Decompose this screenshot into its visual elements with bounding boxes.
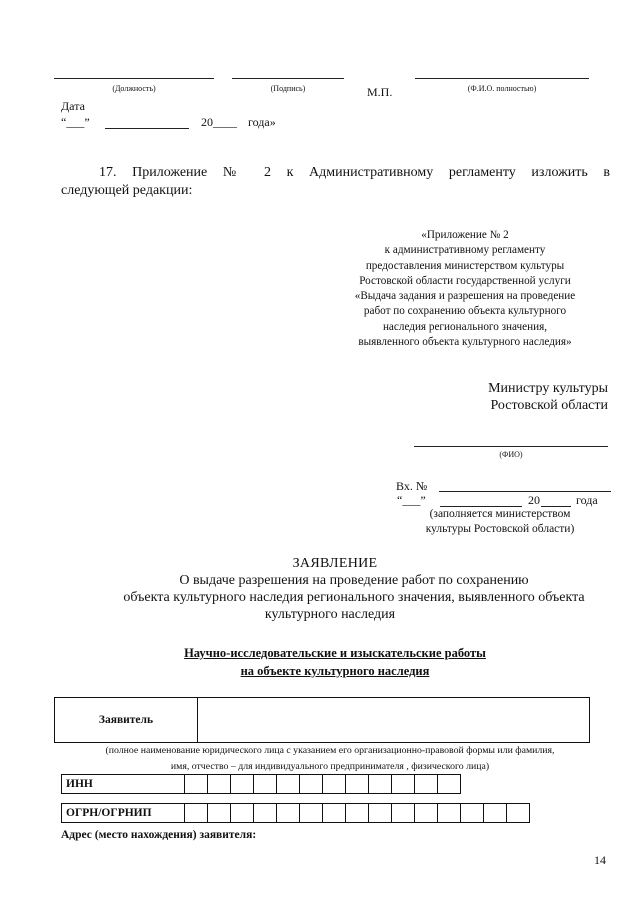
date-month-line <box>105 128 189 129</box>
signature-line <box>232 78 344 79</box>
appendix-line: к административному регламенту <box>384 244 546 257</box>
appendix-line: наследия регионального значения, <box>382 320 548 333</box>
applicant-input-cell[interactable] <box>198 698 590 743</box>
inn-table <box>61 774 461 794</box>
appendix-line: «Приложение № 2 <box>421 229 509 241</box>
date-quote: “___” <box>61 115 90 129</box>
incoming-note-line-1: (заполняется министерством <box>429 508 571 520</box>
inn-digit-cell[interactable] <box>208 775 231 794</box>
inn-digit-cell[interactable] <box>346 775 369 794</box>
applicant-table <box>54 697 590 743</box>
inn-digit-cell[interactable] <box>254 775 277 794</box>
appendix-header <box>330 228 600 350</box>
incoming-year: 20 <box>528 493 540 507</box>
position-line <box>54 78 214 79</box>
appendix-line: Ростовской области государственной услуги <box>359 274 571 287</box>
work-type-line-1: Научно-исследовательские и изыскательские работы <box>184 646 486 660</box>
ogrn-digit-cell[interactable] <box>346 804 369 823</box>
date-label: Дата <box>61 99 85 113</box>
inn-digit-cell[interactable] <box>392 775 415 794</box>
work-type-line-2: на объекте культурного наследия <box>240 664 430 678</box>
address-label: Адрес (место нахождения) заявителя: <box>61 829 257 841</box>
inn-digit-cell[interactable] <box>438 775 461 794</box>
statement-line-2: объекта культурного наследия регионального значения, выявленного объекта <box>123 590 585 605</box>
ogrn-table <box>61 803 530 823</box>
name-line <box>415 78 589 79</box>
addressee-line-1: Министру культуры <box>488 381 608 396</box>
applicant-label: Заявитель <box>98 714 154 726</box>
appendix-line: предоставления министерством культуры <box>365 259 565 272</box>
page-number: 14 <box>594 853 606 867</box>
inn-digit-cell[interactable] <box>277 775 300 794</box>
inn-digit-cell[interactable] <box>185 775 208 794</box>
incoming-quote: “___” <box>397 493 426 507</box>
fio-caption: (ФИО) <box>499 450 523 459</box>
incoming-note-line-2: культуры Ростовской области) <box>425 523 575 535</box>
addressee-line-2: Ростовской области <box>490 398 608 413</box>
date-year: 20____ <box>201 115 237 129</box>
appendix-line: работ по сохранению объекта культурного <box>363 305 567 318</box>
inn-digit-cell[interactable] <box>415 775 438 794</box>
name-caption: (Ф.И.О. полностью) <box>467 84 537 93</box>
applicant-note-line-1: (полное наименование юридического лица с указанием его организационно-правовой формы или фамилия, <box>105 745 555 756</box>
ogrn-digit-cell[interactable] <box>277 804 300 823</box>
statement-title: ЗАЯВЛЕНИЕ <box>292 556 378 571</box>
ogrn-digit-cell[interactable] <box>415 804 438 823</box>
ogrn-digit-cell[interactable] <box>231 804 254 823</box>
stamp-label: М.П. <box>367 85 393 99</box>
appendix-line: «Выдача задания и разрешения на проведение <box>354 290 576 303</box>
ogrn-digit-cell[interactable] <box>300 804 323 823</box>
appendix-line: выявленного объекта культурного наследия» <box>358 336 572 349</box>
ogrn-digit-cell[interactable] <box>254 804 277 823</box>
instruction-line-1: 17. Приложение № 2 к Административному регламенту изложить в <box>99 165 610 180</box>
inn-digit-cell[interactable] <box>369 775 392 794</box>
ogrn-digit-cell[interactable] <box>208 804 231 823</box>
incoming-note <box>405 507 595 537</box>
statement-line-1: О выдаче разрешения на проведение работ по сохранению <box>179 573 529 588</box>
ogrn-digit-cell[interactable] <box>392 804 415 823</box>
ogrn-digit-cell[interactable] <box>461 804 484 823</box>
ogrn-digit-cell[interactable] <box>438 804 461 823</box>
inn-label-cell <box>62 775 185 794</box>
ogrn-label: ОГРН/ОГРНИП <box>66 807 152 819</box>
incoming-label: Вх. № <box>396 479 428 493</box>
inn-digit-cell[interactable] <box>300 775 323 794</box>
inn-digit-cell[interactable] <box>323 775 346 794</box>
instruction-line-2: следующей редакции: <box>61 183 193 198</box>
applicant-label-cell <box>55 698 198 743</box>
applicant-note <box>40 743 620 775</box>
applicant-note-line-2: имя, отчество – для индивидуального предпринимателя , физического лица) <box>170 761 490 772</box>
ogrn-digit-cell[interactable] <box>484 804 507 823</box>
statement-line-3: культурного наследия <box>264 607 396 622</box>
inn-digit-cell[interactable] <box>231 775 254 794</box>
inn-label: ИНН <box>66 778 93 790</box>
ogrn-digit-cell[interactable] <box>507 804 530 823</box>
signature-caption: (Подпись) <box>270 84 306 93</box>
ogrn-digit-cell[interactable] <box>369 804 392 823</box>
incoming-number-line <box>439 491 611 492</box>
ogrn-label-cell <box>62 804 185 823</box>
incoming-year-suffix: года <box>576 493 598 507</box>
fio-line <box>414 446 608 447</box>
ogrn-digit-cell[interactable] <box>185 804 208 823</box>
date-year-suffix: года» <box>248 115 276 129</box>
ogrn-digit-cell[interactable] <box>323 804 346 823</box>
position-caption: (Должность) <box>112 84 156 93</box>
